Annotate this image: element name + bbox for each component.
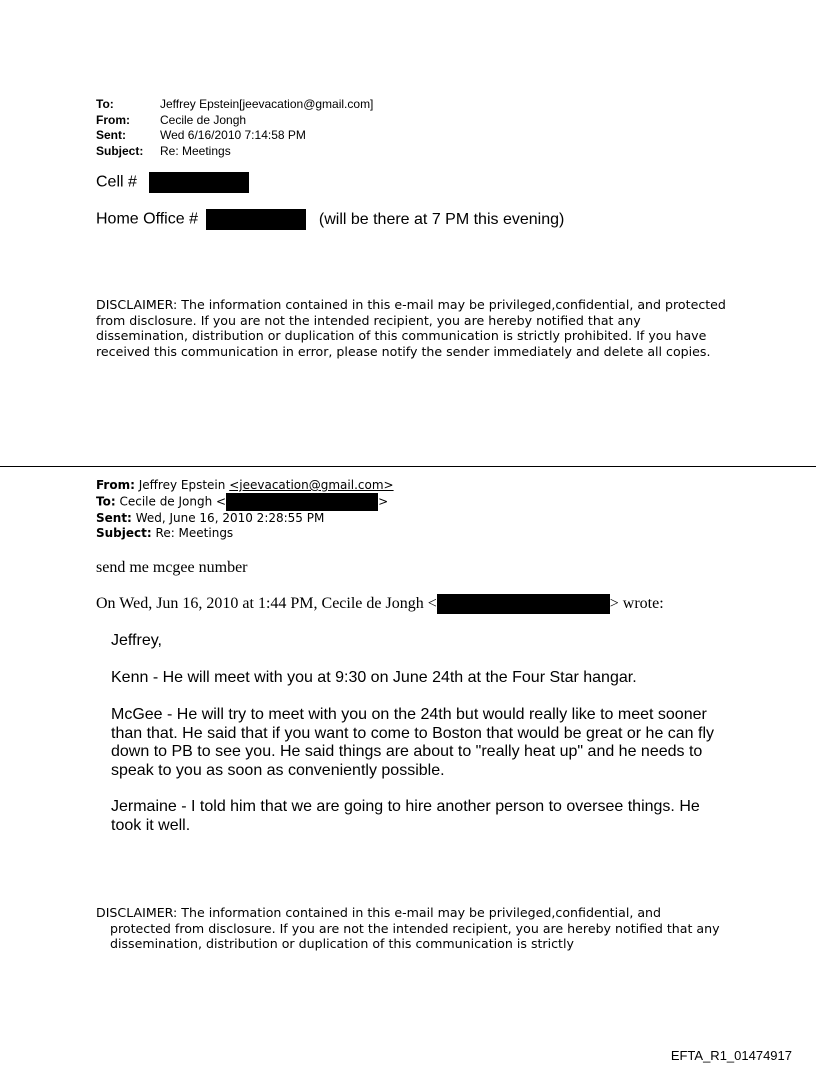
home-office-note: (will be there at 7 PM this evening) <box>318 210 565 228</box>
from-label-2: From: <box>96 478 135 492</box>
redaction-box <box>206 209 306 230</box>
to-row <box>96 97 373 113</box>
divider <box>0 466 816 467</box>
disclaimer-2 <box>96 905 736 952</box>
redaction-box <box>226 493 378 511</box>
disclaimer-1: DISCLAIMER: The information contained in this e-mail may be privileged,confidential, and protected from disclosure. If you are not the intended recipient, you are hereby notified that any dissemination, distribution or duplication of this communication is strictly prohibited. If you have received this communication in error, please notify the sender immediately and delete all copies. <box>96 297 726 359</box>
to-value-2: Cecile de Jongh < <box>119 494 227 509</box>
quote-intro-text: On Wed, Jun 16, 2010 at 1:44 PM, Cecile de Jongh < <box>96 595 437 612</box>
home-office-line <box>96 209 564 230</box>
from-row-2 <box>96 478 394 493</box>
to-row-2: To: Cecile de Jongh < > <box>96 493 394 511</box>
sent-label: Sent: <box>96 128 126 142</box>
para-kenn: Kenn - He will meet with you at 9:30 on June 24th at the Four Star hangar. <box>111 669 637 686</box>
subject-label: Subject: <box>96 143 144 158</box>
subject-value-2: Re: Meetings <box>155 526 234 540</box>
home-office-label: Home Office # <box>96 210 198 228</box>
redaction-box <box>149 172 249 193</box>
from-label: From: <box>96 112 130 127</box>
para-mcgee: McGee - He will try to meet with you on the 24th but would really like to meet sooner than that. He said that if you want to come to Boston that would be great or he can fly down to PB to see you. He said things are about to "really heat up" and he needs to speak to you as soon as conveniently possible. <box>111 706 715 779</box>
cell-label: Cell # <box>96 173 137 191</box>
reply-text: send me mcgee number <box>96 559 248 576</box>
to-value: Jeffrey Epstein[jeevacation@gmail.com] <box>160 97 374 111</box>
from-row <box>96 113 373 129</box>
email2-header <box>96 478 394 541</box>
sent-row <box>96 128 373 144</box>
para-jermaine: Jermaine - I told him that we are going to hire another person to oversee things. He took it well. <box>111 798 700 834</box>
disclaimer-2-rest: protected from disclosure. If you are not the intended recipient, you are hereby notified that any dissemination, distribution or duplication of this communication is strictly <box>110 920 720 951</box>
sent-value: Wed 6/16/2010 7:14:58 PM <box>160 128 306 142</box>
quote-intro-end: > wrote: <box>609 595 664 612</box>
disclaimer-2-first: DISCLAIMER: The information contained in this e-mail may be privileged,confidential, and <box>96 905 662 920</box>
sent-row-2 <box>96 511 394 526</box>
greeting: Jeffrey, <box>111 632 162 649</box>
to-label-2: To: <box>96 494 116 509</box>
sent-label-2: Sent: <box>96 511 132 525</box>
from-email-link[interactable]: <jeevacation@gmail.com> <box>229 478 394 492</box>
subject-row <box>96 144 373 160</box>
subject-row-2 <box>96 526 394 541</box>
redaction-box <box>437 594 610 614</box>
quote-intro <box>96 594 664 614</box>
subject-label-2: Subject: <box>96 526 152 540</box>
doc-id: EFTA_R1_01474917 <box>670 1048 792 1063</box>
subject-value: Re: Meetings <box>160 143 231 158</box>
from-value: Cecile de Jongh <box>160 112 247 127</box>
sent-value-2: Wed, June 16, 2010 2:28:55 PM <box>135 511 325 525</box>
to-label: To: <box>96 97 114 111</box>
from-name-2: Jeffrey Epstein <box>138 478 226 492</box>
cell-line <box>96 172 249 193</box>
email1-header <box>96 97 373 159</box>
